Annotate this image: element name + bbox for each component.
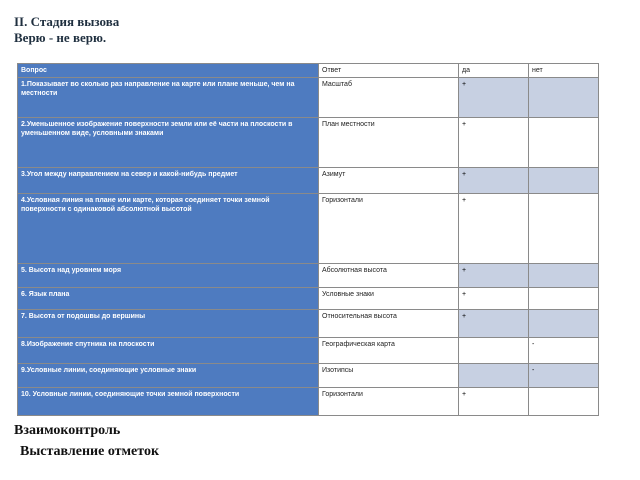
question-cell: 7. Высота от подошвы до вершины bbox=[18, 310, 319, 338]
no-cell bbox=[529, 168, 599, 194]
column-header-yes: да bbox=[459, 64, 529, 78]
question-cell: 4.Условная линия на плане или карте, которая соединяет точки земной поверхности с одинаковой абсолютной высотой bbox=[18, 194, 319, 264]
table-row bbox=[18, 264, 599, 288]
column-header-no: нет bbox=[529, 64, 599, 78]
table-row bbox=[18, 288, 599, 310]
quiz-table bbox=[17, 63, 599, 416]
yes-cell bbox=[459, 364, 529, 388]
table-row bbox=[18, 78, 599, 118]
column-header-question: Вопрос bbox=[18, 64, 319, 78]
no-cell bbox=[529, 310, 599, 338]
yes-cell: + bbox=[459, 118, 529, 168]
no-cell bbox=[529, 78, 599, 118]
no-cell: - bbox=[529, 364, 599, 388]
question-cell: 1.Показывает во сколько раз направление на карте или плане меньше, чем на местности bbox=[18, 78, 319, 118]
no-cell bbox=[529, 194, 599, 264]
answer-cell: Географическая карта bbox=[319, 338, 459, 364]
yes-cell: + bbox=[459, 264, 529, 288]
answer-cell: Условные знаки bbox=[319, 288, 459, 310]
no-cell bbox=[529, 118, 599, 168]
answer-cell: Относительная высота bbox=[319, 310, 459, 338]
table-row bbox=[18, 388, 599, 416]
slide-heading bbox=[14, 14, 119, 46]
question-cell: 3.Угол между направлением на север и какой-нибудь предмет bbox=[18, 168, 319, 194]
no-cell: - bbox=[529, 338, 599, 364]
table-row bbox=[18, 310, 599, 338]
yes-cell: + bbox=[459, 388, 529, 416]
stage-subtitle: Верю - не верю. bbox=[14, 30, 107, 45]
column-header-answer: Ответ bbox=[319, 64, 459, 78]
table-row bbox=[18, 194, 599, 264]
answer-cell: Абсолютная высота bbox=[319, 264, 459, 288]
question-cell: 9.Условные линии, соединяющие условные знаки bbox=[18, 364, 319, 388]
question-cell: 6. Язык плана bbox=[18, 288, 319, 310]
stage-title: II. Стадия вызова bbox=[14, 14, 120, 29]
answer-cell: Азимут bbox=[319, 168, 459, 194]
answer-cell: Масштаб bbox=[319, 78, 459, 118]
no-cell bbox=[529, 264, 599, 288]
answer-cell: Горизонтали bbox=[319, 194, 459, 264]
table-row bbox=[18, 168, 599, 194]
question-cell: 5. Высота над уровнем моря bbox=[18, 264, 319, 288]
question-cell: 8.Изображение спутника на плоскости bbox=[18, 338, 319, 364]
mutual-control-label: Взаимоконтроль bbox=[14, 423, 121, 438]
yes-cell: + bbox=[459, 194, 529, 264]
question-cell: 2.Уменьшенное изображение поверхности земли или её части на плоскости в уменьшенном виде, условными знаками bbox=[18, 118, 319, 168]
yes-cell: + bbox=[459, 310, 529, 338]
yes-cell: + bbox=[459, 78, 529, 118]
table-row bbox=[18, 338, 599, 364]
table-row bbox=[18, 118, 599, 168]
answer-cell: Горизонтали bbox=[319, 388, 459, 416]
no-cell bbox=[529, 288, 599, 310]
table-row bbox=[18, 364, 599, 388]
yes-cell bbox=[459, 338, 529, 364]
no-cell bbox=[529, 388, 599, 416]
answer-cell: Изотипсы bbox=[319, 364, 459, 388]
grading-label: Выставление отметок bbox=[20, 444, 160, 459]
answer-cell: План местности bbox=[319, 118, 459, 168]
yes-cell: + bbox=[459, 168, 529, 194]
yes-cell: + bbox=[459, 288, 529, 310]
question-cell: 10. Условные линии, соединяющие точки земной поверхности bbox=[18, 388, 319, 416]
